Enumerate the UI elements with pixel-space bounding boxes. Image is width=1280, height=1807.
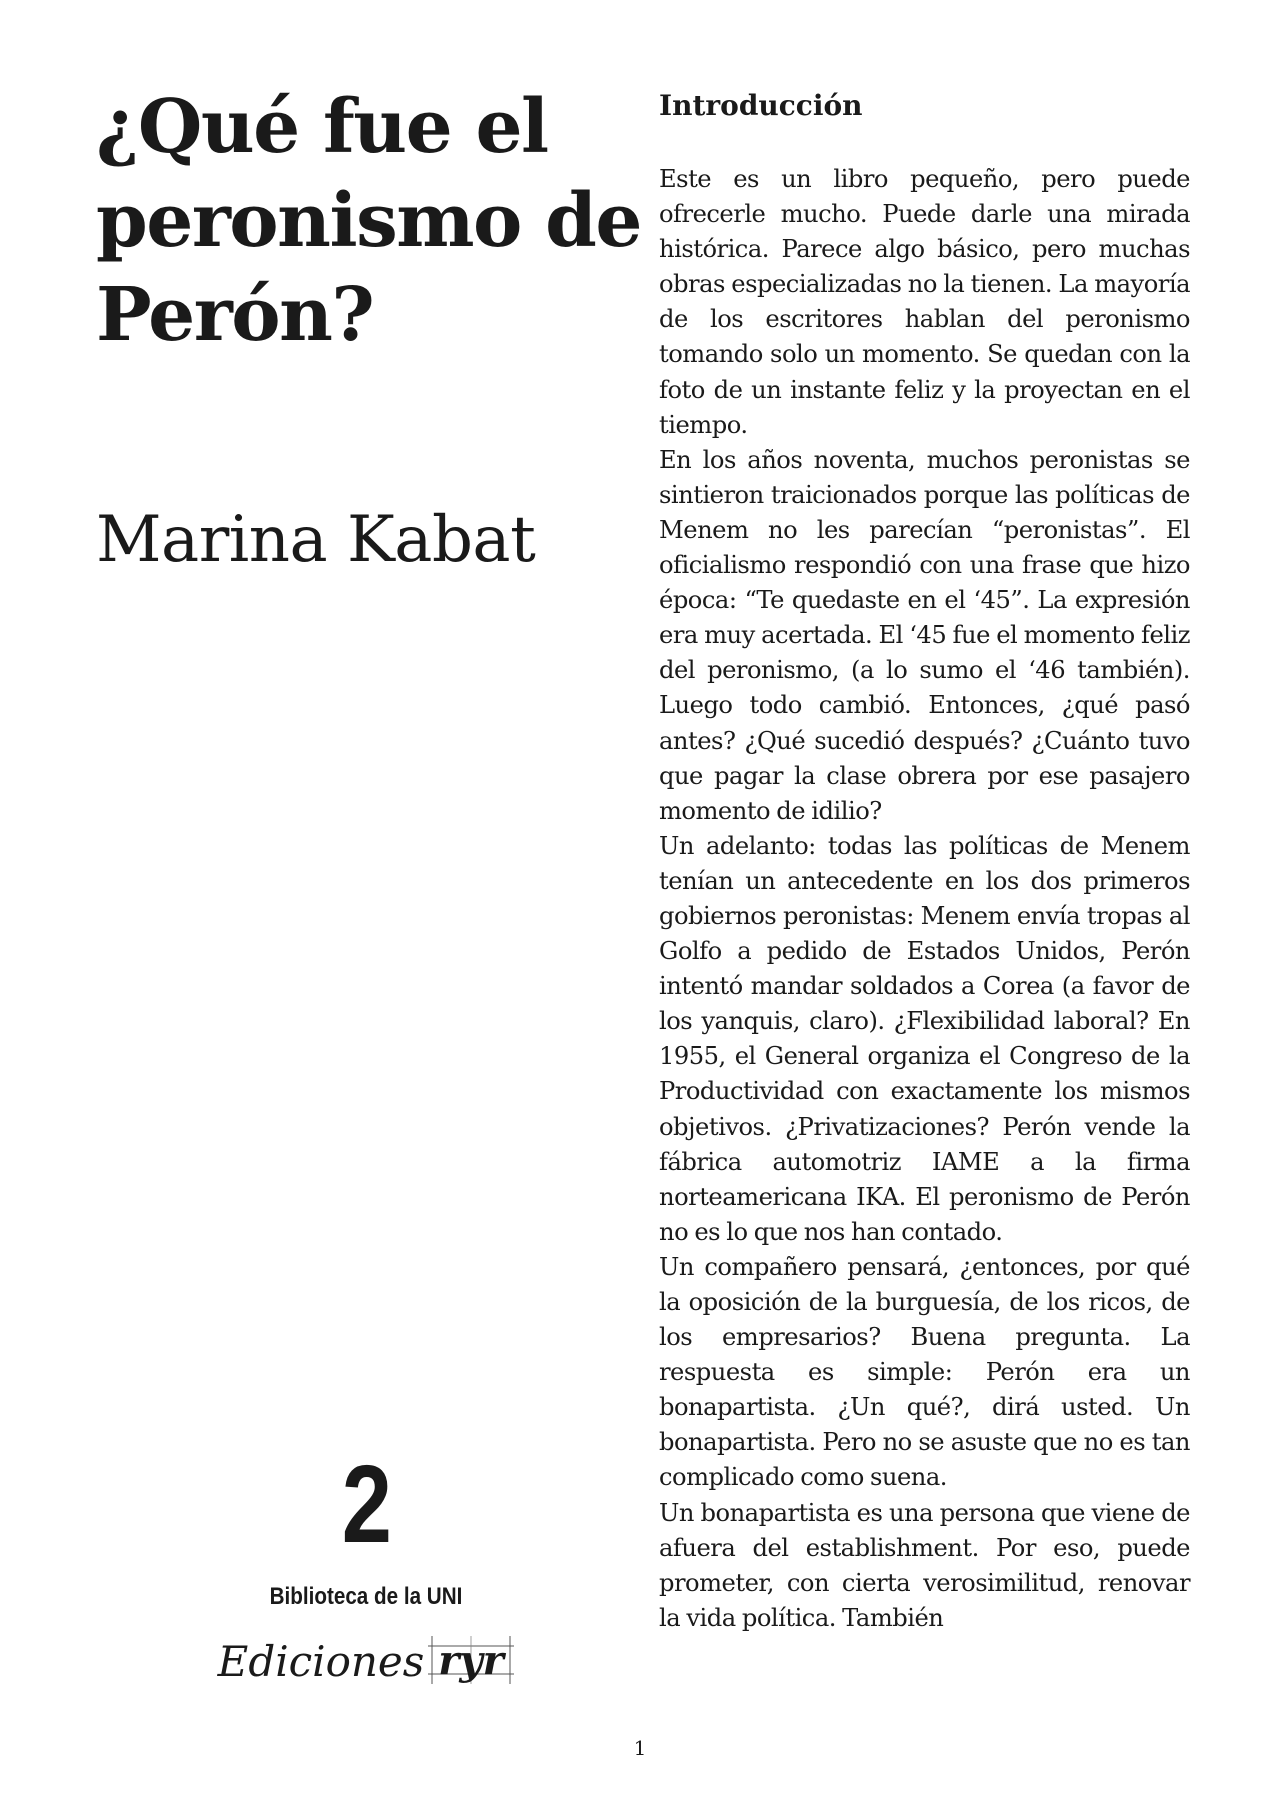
series-block [96,1443,636,1692]
series-number: 2 [341,1443,391,1566]
paragraph: Un bonapartista es una persona que viene de afuera del establishment. Por eso, puede prometer, con cierta verosimilitud, renovar la vida política. También [659,1498,1190,1632]
paragraph: Un adelanto: todas las políticas de Menem tenían un antecedente en los dos primeros gobiernos peronistas: Menem envía tropas al Golfo a pedido de Estados Unidos, Perón intentó mandar soldados a Corea (a favor de los yanquis, claro). ¿Flexibilidad laboral? En 1955, el General organiza el Congreso de la Productividad con exactamente los mismos objetivos. ¿Privatizaciones? Perón vende la fábrica automotriz IAME a la firma norteamericana IKA. El peronismo de Perón no es lo que nos han contado. [659,831,1190,1246]
book-author: Marina Kabat [96,503,536,577]
paragraph: Un compañero pensará, ¿entonces, por qué la oposición de la burguesía, de los ricos, de los empresarios? Buena pregunta. La respuesta es simple: Perón era un bonapartista. ¿Un qué?, dirá usted. Un bonapartista. Pero no se asuste que no es tan complicado como suena. [659,1252,1190,1492]
text-column [659,88,1190,1636]
publisher-logo-icon [428,1632,514,1692]
svg-text:ryr: ryr [438,1637,505,1684]
page-number: 1 [633,1736,647,1760]
body-text [659,162,1190,1636]
cover-column [96,80,656,1740]
paragraph: En los años noventa, muchos peronistas se sintieron traicionados porque las políticas de Menem no les parecían “peronistas”. El oficialismo respondió con una frase que hizo época: “Te quedaste en el ‘45”. La expresión era muy acertada. El ‘45 fue el momento feliz del peronismo, (a lo sumo el ‘46 también). Luego todo cambió. Entonces, ¿qué pasó antes? ¿Qué sucedió después? ¿Cuánto tuvo que pagar la clase obrera por ese pasajero momento de idilio? [659,445,1190,825]
paragraph: Este es un libro pequeño, pero puede ofrecerle mucho. Puede darle una mirada histórica. Parece algo básico, pero muchas obras especializadas no la tienen. La mayoría de los escritores hablan del peronismo tomando solo un momento. Se quedan con la foto de un instante feliz y la proyectan en el tiempo. [659,165,1190,439]
publisher-imprint [96,1632,636,1692]
publisher-name: Ediciones [217,1637,425,1686]
section-heading: Introducción [659,89,863,122]
series-name: Biblioteca de la UNI [269,1583,463,1610]
book-title: ¿Qué fue el peronismo de Perón? [96,84,641,358]
